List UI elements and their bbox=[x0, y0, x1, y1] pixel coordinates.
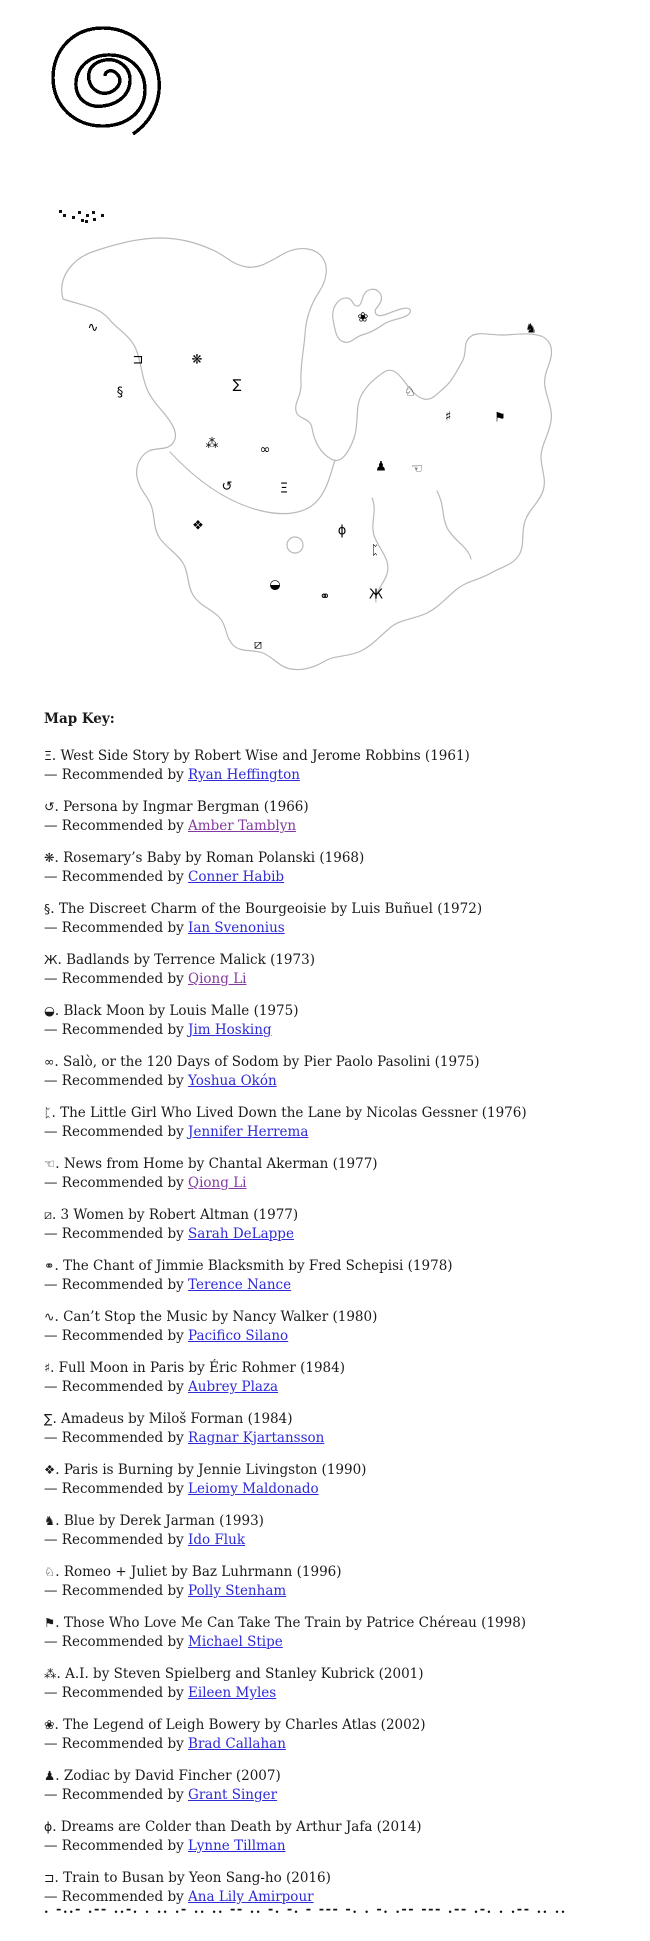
film-title: Can’t Stop the Music by Nancy Walker (1980) bbox=[63, 1309, 378, 1325]
film-title: Zodiac by David Fincher (2007) bbox=[63, 1768, 281, 1784]
recommended-by-label: — Recommended by bbox=[44, 1532, 189, 1548]
key-entry: ❖. Paris is Burning by Jennie Livingston (1990) — Recommended by Leiomy Maldonado bbox=[44, 1462, 367, 1497]
key-entry: ᛈ. The Little Girl Who Lived Down the Lane by Nicolas Gessner (1976) — Recommended by Jennifer Herrema bbox=[44, 1105, 527, 1140]
recommender-link[interactable]: Pacifico Silano bbox=[188, 1328, 289, 1344]
recommended-by-label: — Recommended by bbox=[44, 1685, 189, 1701]
film-symbol-icon: ❖ bbox=[44, 1462, 56, 1477]
map-channel-2 bbox=[437, 491, 471, 559]
film-title: West Side Story by Robert Wise and Jerome Robbins (1961) bbox=[60, 748, 470, 764]
map-marker-paris-is-burning-icon: ❖ bbox=[192, 518, 204, 534]
key-entry: ɸ. Dreams are Colder than Death by Arthur Jafa (2014) — Recommended by Lynne Tillman bbox=[44, 1819, 422, 1854]
film-title: Those Who Love Me Can Take The Train by Patrice Chéreau (1998) bbox=[63, 1615, 527, 1631]
map-marker-discreet-charm-icon: § bbox=[116, 385, 124, 401]
recommender-link[interactable]: Aubrey Plaza bbox=[188, 1379, 279, 1395]
key-entry: ⊐. Train to Busan by Yeon Sang-ho (2016) — Recommended by Ana Lily Amirpour bbox=[44, 1870, 331, 1905]
key-title: Map Key: bbox=[44, 711, 115, 727]
recommended-by-label: — Recommended by bbox=[44, 1175, 189, 1191]
recommender-link[interactable]: Qiong Li bbox=[188, 971, 247, 987]
film-title: Full Moon in Paris by Éric Rohmer (1984) bbox=[58, 1360, 345, 1376]
map-island bbox=[333, 289, 411, 342]
film-title: Amadeus by Miloš Forman (1984) bbox=[61, 1411, 293, 1427]
film-symbol-icon: ∑ bbox=[44, 1411, 53, 1426]
key-entry: Ж. Badlands by Terrence Malick (1973) — Recommended by Qiong Li bbox=[44, 952, 315, 987]
map-marker-badlands-icon: Ж bbox=[368, 587, 384, 603]
film-symbol-icon: ↺ bbox=[44, 799, 55, 814]
key-entry: ∞. Salò, or the 120 Days of Sodom by Pier Paolo Pasolini (1975) — Recommended by Yoshua Okón bbox=[44, 1054, 480, 1089]
key-entry: ♟. Zodiac by David Fincher (2007) — Recommended by Grant Singer bbox=[44, 1768, 281, 1803]
map-marker-ai-icon: ⁂ bbox=[205, 436, 219, 452]
key-entry: ∑. Amadeus by Miloš Forman (1984) — Recommended by Ragnar Kjartansson bbox=[44, 1411, 325, 1446]
recommender-link[interactable]: Lynne Tillman bbox=[188, 1838, 286, 1854]
map-marker-3-women-icon: ⧄ bbox=[253, 637, 263, 653]
map-bay bbox=[170, 452, 335, 514]
film-symbol-icon: ♞ bbox=[44, 1513, 56, 1528]
recommender-link[interactable]: Leiomy Maldonado bbox=[188, 1481, 319, 1497]
film-title: Badlands by Terrence Malick (1973) bbox=[66, 952, 315, 968]
film-title: The Discreet Charm of the Bourgeoisie by Luis Buñuel (1972) bbox=[58, 901, 483, 917]
recommender-link[interactable]: Michael Stipe bbox=[188, 1634, 283, 1650]
recommended-by-label: — Recommended by bbox=[44, 1787, 189, 1803]
film-title: Rosemary’s Baby by Roman Polanski (1968) bbox=[63, 850, 365, 866]
map-marker-rosemarys-baby-icon: ❋ bbox=[191, 352, 203, 368]
recommended-by-label: — Recommended by bbox=[44, 971, 189, 987]
film-symbol-icon: ⁂ bbox=[44, 1666, 57, 1681]
film-title: A.I. by Steven Spielberg and Stanley Kubrick (2001) bbox=[65, 1666, 424, 1682]
recommended-by-label: — Recommended by bbox=[44, 818, 189, 834]
film-symbol-icon: ⚑ bbox=[44, 1615, 56, 1630]
recommender-link[interactable]: Sarah DeLappe bbox=[188, 1226, 294, 1242]
recommender-link[interactable]: Ido Fluk bbox=[188, 1532, 245, 1548]
film-symbol-icon: Ξ bbox=[44, 748, 52, 763]
key-entry: §. The Discreet Charm of the Bourgeoisie by Luis Buñuel (1972) — Recommended by Ian Svenonius bbox=[44, 901, 483, 936]
film-title: Train to Busan by Yeon Sang-ho (2016) bbox=[63, 1870, 331, 1886]
recommender-link[interactable]: Ian Svenonius bbox=[188, 920, 285, 936]
film-symbol-icon: ◒ bbox=[44, 1003, 55, 1018]
film-symbol-icon: § bbox=[44, 901, 51, 916]
key-entry: ❋. Rosemary’s Baby by Roman Polanski (1968) — Recommended by Conner Habib bbox=[44, 850, 365, 885]
recommender-link[interactable]: Ragnar Kjartansson bbox=[188, 1430, 325, 1446]
recommender-link[interactable]: Ryan Heffington bbox=[188, 767, 300, 783]
film-title: Salò, or the 120 Days of Sodom by Pier Paolo Pasolini (1975) bbox=[63, 1054, 480, 1070]
key-entry: Ξ. West Side Story by Robert Wise and Jerome Robbins (1961) — Recommended by Ryan Heffington bbox=[44, 748, 470, 783]
map-marker-persona-icon: ↺ bbox=[221, 479, 233, 495]
recommended-by-label: — Recommended by bbox=[44, 920, 189, 936]
map-marker-blue-icon: ♞ bbox=[525, 321, 537, 337]
film-symbol-icon: ⚭ bbox=[44, 1258, 55, 1273]
key-entry: ♯. Full Moon in Paris by Éric Rohmer (1984) — Recommended by Aubrey Plaza bbox=[44, 1360, 345, 1395]
film-title: Romeo + Juliet by Baz Luhrmann (1996) bbox=[63, 1564, 342, 1580]
recommender-link[interactable]: Grant Singer bbox=[188, 1787, 278, 1803]
map-key-section bbox=[44, 710, 544, 1919]
key-entry: ❀. The Legend of Leigh Bowery by Charles Atlas (2002) — Recommended by Brad Callahan bbox=[44, 1717, 426, 1752]
film-title: Dreams are Colder than Death by Arthur Jafa (2014) bbox=[60, 1819, 422, 1835]
film-symbol-icon: ♟ bbox=[44, 1768, 56, 1783]
key-entry: ♞. Blue by Derek Jarman (1993) — Recommended by Ido Fluk bbox=[44, 1513, 264, 1548]
film-title: News from Home by Chantal Akerman (1977) bbox=[63, 1156, 378, 1172]
film-symbol-icon: ∞ bbox=[44, 1054, 55, 1069]
map-mainland bbox=[62, 238, 552, 670]
recommended-by-label: — Recommended by bbox=[44, 1124, 189, 1140]
recommender-link[interactable]: Yoshua Okón bbox=[188, 1073, 277, 1089]
recommender-link[interactable]: Conner Habib bbox=[188, 869, 285, 885]
key-entries bbox=[44, 746, 544, 1907]
film-title: The Chant of Jimmie Blacksmith by Fred Schepisi (1978) bbox=[63, 1258, 453, 1274]
recommender-link[interactable]: Brad Callahan bbox=[188, 1736, 286, 1752]
map-marker-little-girl-lane-icon: ᛈ bbox=[371, 543, 379, 559]
recommended-by-label: — Recommended by bbox=[44, 1328, 189, 1344]
recommended-by-label: — Recommended by bbox=[44, 1277, 189, 1293]
recommender-link[interactable]: Jim Hosking bbox=[188, 1022, 272, 1038]
film-title: The Legend of Leigh Bowery by Charles Atlas (2002) bbox=[63, 1717, 426, 1733]
film-symbol-icon: Ж bbox=[44, 952, 58, 967]
recommended-by-label: — Recommended by bbox=[44, 1634, 189, 1650]
map-marker-those-who-love-me-icon: ⚑ bbox=[494, 410, 506, 426]
recommender-link[interactable]: Eileen Myles bbox=[188, 1685, 277, 1701]
film-title: The Little Girl Who Lived Down the Lane by Nicolas Gessner (1976) bbox=[60, 1105, 527, 1121]
key-entry: ⁂. A.I. by Steven Spielberg and Stanley Kubrick (2001) — Recommended by Eileen Myles bbox=[44, 1666, 424, 1701]
film-symbol-icon: ɸ bbox=[44, 1819, 53, 1834]
recommended-by-label: — Recommended by bbox=[44, 1889, 189, 1905]
map-marker-amadeus-icon: ∑ bbox=[232, 377, 242, 393]
map-marker-dreams-are-colder-icon: ɸ bbox=[337, 523, 347, 539]
recommended-by-label: — Recommended by bbox=[44, 1583, 189, 1599]
key-entry: ∿. Can’t Stop the Music by Nancy Walker (1980) — Recommended by Pacifico Silano bbox=[44, 1309, 378, 1344]
morse-divider: . -..- .-- ..-. . .. .- .. .. -- .. -. -. - --- -. . -. .-- --- .-- .-. . .-- .. .. bbox=[44, 1902, 567, 1917]
map-marker-jimmie-blacksmith-icon: ⚭ bbox=[319, 589, 331, 605]
key-entry: ↺. Persona by Ingmar Bergman (1966) — Recommended by Amber Tamblyn bbox=[44, 799, 309, 834]
map-marker-leigh-bowery-icon: ❀ bbox=[357, 310, 369, 326]
film-symbol-icon: ♘ bbox=[44, 1564, 56, 1579]
film-title: Paris is Burning by Jennie Livingston (1990) bbox=[63, 1462, 367, 1478]
key-entry: ⚭. The Chant of Jimmie Blacksmith by Fred Schepisi (1978) — Recommended by Terence Nance bbox=[44, 1258, 453, 1293]
key-entry: ♘. Romeo + Juliet by Baz Luhrmann (1996) — Recommended by Polly Stenham bbox=[44, 1564, 342, 1599]
key-entry: ⚑. Those Who Love Me Can Take The Train by Patrice Chéreau (1998) — Recommended by Michael Stipe bbox=[44, 1615, 527, 1650]
recommended-by-label: — Recommended by bbox=[44, 1022, 189, 1038]
recommender-link[interactable]: Polly Stenham bbox=[188, 1583, 287, 1599]
recommender-link[interactable]: Qiong Li bbox=[188, 1175, 247, 1191]
map-marker-salo-icon: ∞ bbox=[259, 442, 271, 458]
key-entry: ◒. Black Moon by Louis Malle (1975) — Recommended by Jim Hosking bbox=[44, 1003, 299, 1038]
recommended-by-label: — Recommended by bbox=[44, 1838, 189, 1854]
film-title: Black Moon by Louis Malle (1975) bbox=[63, 1003, 299, 1019]
map-marker-news-from-home-icon: ☜ bbox=[411, 461, 423, 477]
key-entry: ☜. News from Home by Chantal Akerman (1977) — Recommended by Qiong Li bbox=[44, 1156, 378, 1191]
recommended-by-label: — Recommended by bbox=[44, 1430, 189, 1446]
film-symbol-icon: ∿ bbox=[44, 1309, 55, 1324]
film-symbol-icon: ❋ bbox=[44, 850, 55, 865]
recommender-link[interactable]: Ana Lily Amirpour bbox=[188, 1889, 314, 1905]
recommender-link[interactable]: Amber Tamblyn bbox=[188, 818, 297, 834]
recommender-link[interactable]: Terence Nance bbox=[188, 1277, 292, 1293]
film-symbol-icon: ⊐ bbox=[44, 1870, 55, 1885]
map-marker-romeo-juliet-icon: ♘ bbox=[404, 384, 416, 400]
recommender-link[interactable]: Jennifer Herrema bbox=[188, 1124, 309, 1140]
film-symbol-icon: ♯ bbox=[44, 1360, 51, 1375]
recommended-by-label: — Recommended by bbox=[44, 1226, 189, 1242]
recommended-by-label: — Recommended by bbox=[44, 869, 189, 885]
recommended-by-label: — Recommended by bbox=[44, 1379, 189, 1395]
recommended-by-label: — Recommended by bbox=[44, 1073, 189, 1089]
map-marker-west-side-story-icon: Ξ bbox=[279, 481, 289, 497]
map-pond bbox=[287, 537, 303, 553]
recommended-by-label: — Recommended by bbox=[44, 1736, 189, 1752]
map-marker-cant-stop-the-music-icon: ∿ bbox=[87, 320, 99, 336]
map-marker-full-moon-in-paris-icon: ♯ bbox=[444, 409, 452, 425]
map-marker-zodiac-icon: ♟ bbox=[375, 459, 387, 475]
recommended-by-label: — Recommended by bbox=[44, 1481, 189, 1497]
map-marker-train-to-busan-icon: ⊐ bbox=[132, 352, 144, 368]
film-title: Blue by Derek Jarman (1993) bbox=[63, 1513, 264, 1529]
film-symbol-icon: ☜ bbox=[44, 1156, 56, 1171]
film-symbol-icon: ⧄ bbox=[44, 1207, 52, 1222]
film-symbol-icon: ❀ bbox=[44, 1717, 55, 1732]
film-title: Persona by Ingmar Bergman (1966) bbox=[63, 799, 309, 815]
film-symbol-icon: ᛈ bbox=[44, 1105, 52, 1120]
key-entry: ⧄. 3 Women by Robert Altman (1977) — Recommended by Sarah DeLappe bbox=[44, 1207, 299, 1242]
map-marker-black-moon-icon: ◒ bbox=[269, 577, 281, 593]
recommended-by-label: — Recommended by bbox=[44, 767, 189, 783]
film-title: 3 Women by Robert Altman (1977) bbox=[60, 1207, 299, 1223]
